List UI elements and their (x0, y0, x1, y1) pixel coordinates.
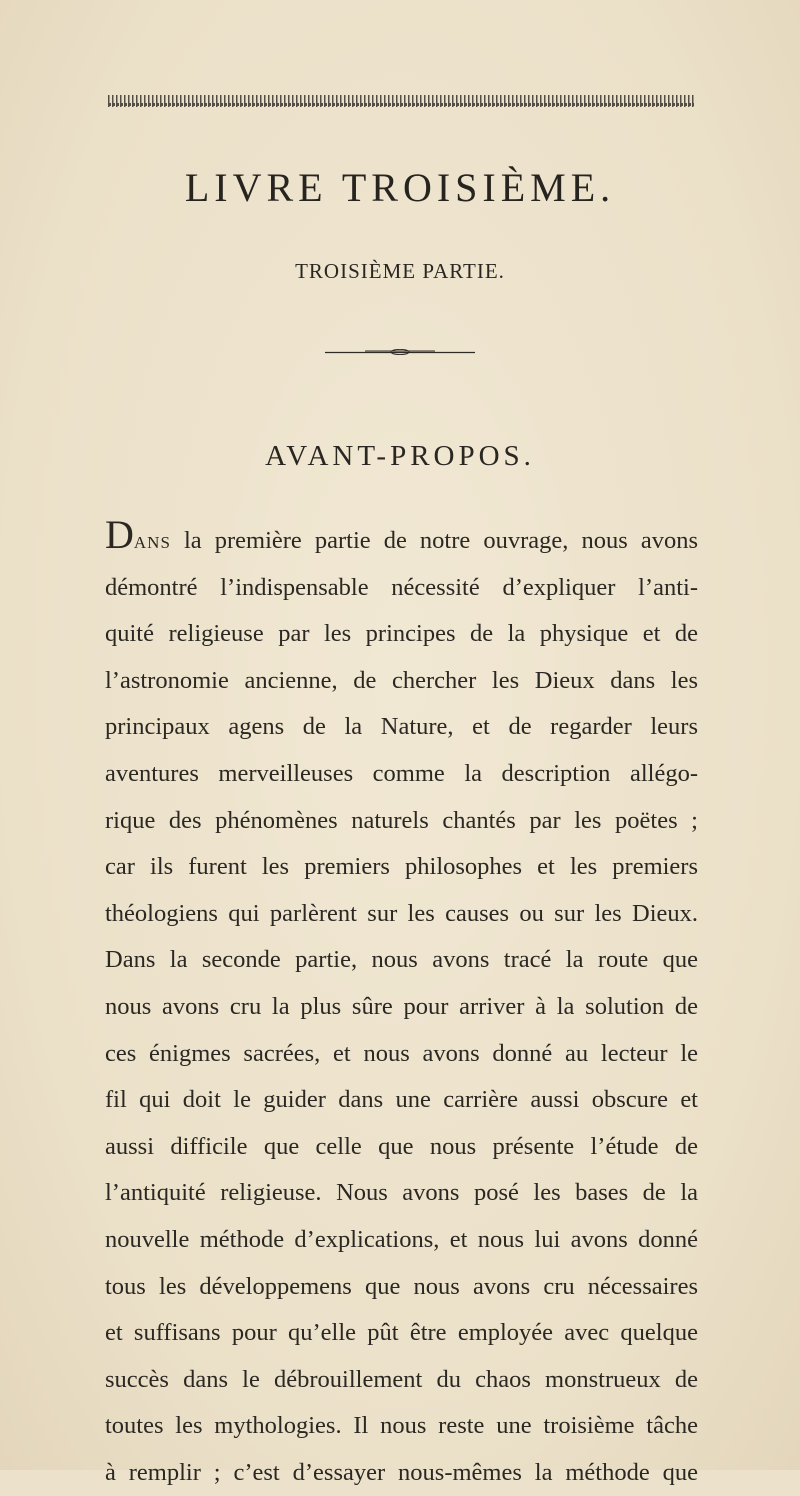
text-line: fil qui doit le guider dans une carrière aussi obscure et (105, 1086, 698, 1114)
text-line: tous les développemens que nous avons cru nécessaires (105, 1272, 698, 1300)
decorative-header-band (108, 95, 694, 107)
part-title: TROISIÈME PARTIE. (295, 259, 505, 283)
text-line: démontré l’indispensable nécessité d’expliquer l’anti- (105, 573, 698, 601)
text-line: l’antiquité religieuse. Nous avons posé les bases de la (105, 1179, 698, 1207)
text-line: ces énigmes sacrées, et nous avons donné au lecteur le (105, 1039, 698, 1067)
ornamental-divider (325, 349, 475, 355)
text-line: principaux agens de la Nature, et de regarder leurs (105, 713, 698, 741)
text-line: à remplir ; c’est d’essayer nous-mêmes la méthode que (105, 1458, 698, 1486)
text-line: car ils furent les premiers philosophes et les premiers (105, 853, 698, 881)
text-line: succès dans le débrouillement du chaos monstrueux de (105, 1365, 698, 1393)
drop-cap: D (105, 512, 134, 557)
text-line: théologiens qui parlèrent sur les causes ou sur les Dieux. (105, 899, 698, 927)
text-line: toutes les mythologies. Il nous reste une troisième tâche (105, 1412, 698, 1440)
text-line: rique des phénomènes naturels chantés par les poëtes ; (105, 806, 698, 834)
text-line: nouvelle méthode d’explications, et nous lui avons donné (105, 1225, 698, 1253)
first-line-text: la première partie de notre ouvrage, nous avons (170, 527, 698, 554)
text-line-1 (105, 512, 698, 565)
text-line: aventures merveilleuses comme la description allégo- (105, 759, 698, 787)
text-line: l’astronomie ancienne, de chercher les Dieux dans les (105, 666, 698, 694)
text-line: aussi difficile que celle que nous présente l’étude de (105, 1132, 698, 1160)
book-title: LIVRE TROISIÈME. (184, 165, 616, 210)
text-line: nous avons cru la plus sûre pour arriver à la solution de (105, 992, 698, 1020)
text-line: Dans la seconde partie, nous avons tracé la route que (105, 946, 698, 974)
first-word-smallcaps: ANS (133, 533, 171, 552)
paragraph (105, 512, 698, 1496)
text-line: quité religieuse par les principes de la physique et de (105, 620, 698, 648)
text-line: et suffisans pour qu’elle pût être employée avec quelque (105, 1319, 698, 1347)
section-title: AVANT-PROPOS. (265, 440, 535, 472)
